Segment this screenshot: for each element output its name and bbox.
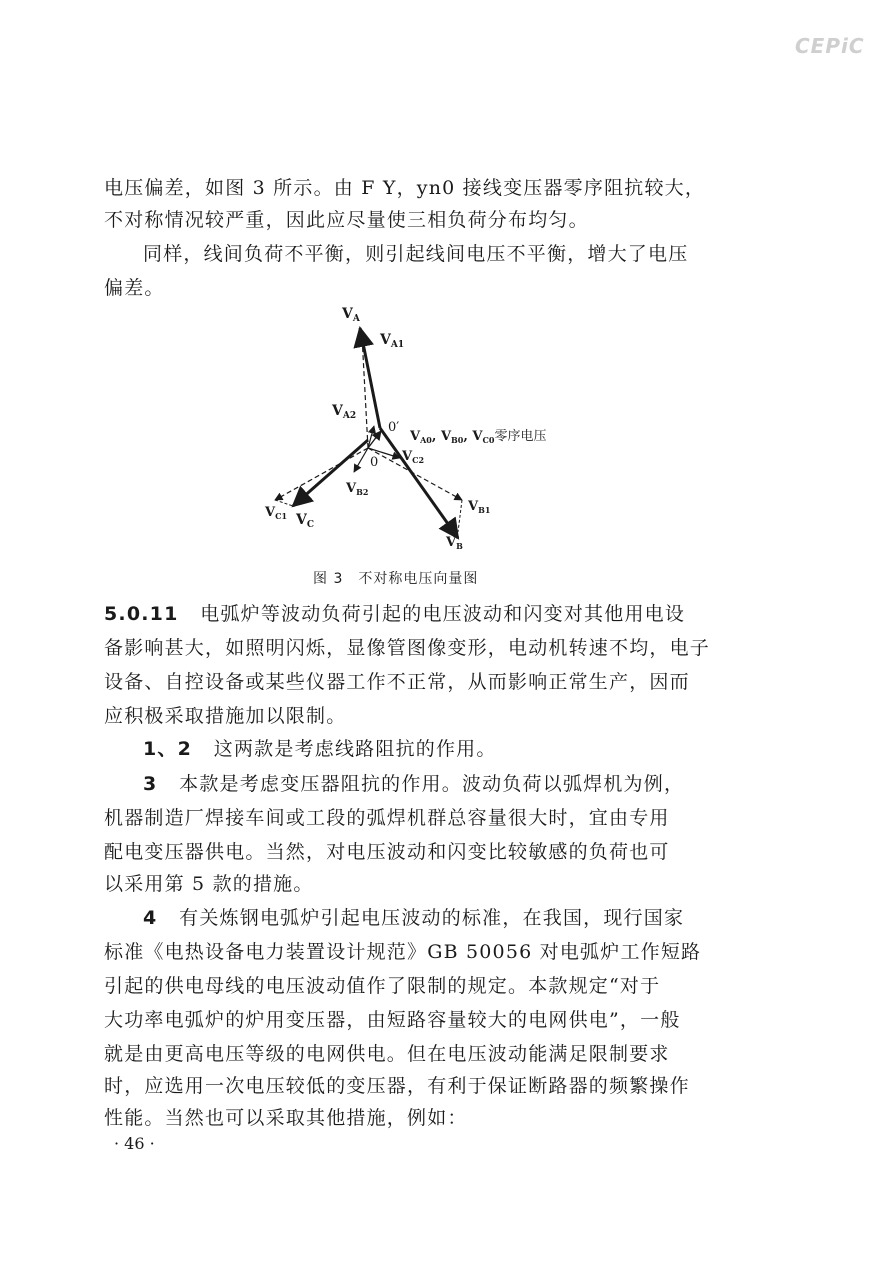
label-va2: $V_{A2}$ [332,403,357,421]
text-line: 性能。当然也可以采取其他措施，例如： [104,1107,468,1129]
text-line: 以采用第 5 款的措施。 [104,873,314,895]
text-line [143,737,763,761]
text-line: 同样，线间负荷不平衡，则引起线间电压不平衡，增大了电压 [143,243,689,265]
item-number: 1、2 [143,738,193,760]
item-text: 有关炼钢电弧炉引起电压波动的标准，在我国，现行国家 [179,907,685,929]
vector-va [360,328,380,428]
text-line: 引起的供电母线的电压波动值作了限制的规定。本款规定“对于 [104,975,661,997]
vector-diagram [250,300,590,562]
clause-text: 电弧炉等波动负荷引起的电压波动和闪变对其他用电设 [200,603,686,625]
text-line: 不对称情况较严重，因此应尽量使三相负荷分布均匀。 [104,209,589,231]
vector-vb [380,428,458,538]
text-line [143,772,763,796]
text-line: 应积极采取措施加以限制。 [104,705,347,727]
label-o-prime: 0′ [388,420,400,435]
item-text: 这两款是考虑线路阻抗的作用。 [213,738,497,760]
page-number: · 46 · [114,1134,155,1153]
label-vb1: $V_{B1}$ [468,499,491,515]
label-o: 0 [370,455,379,470]
label-va1: $V_{A1}$ [380,332,405,350]
label-vb2: $V_{B2}$ [346,481,369,497]
text-line: 大功率电弧炉的炉用变压器，由短路容量较大的电网供电”，一般 [104,1009,681,1031]
text-line: 配电变压器供电。当然，对电压波动和闪变比较敏感的负荷也可 [104,841,670,863]
item-text: 本款是考虑变压器阻抗的作用。波动负荷以弧焊机为例， [179,773,685,795]
text-line: 电压偏差，如图 3 所示。由 F Y，yn0 接线变压器零序阻抗较大， [104,177,706,199]
label-vc: $V_C$ [296,512,315,530]
label-vc2: $V_{C2}$ [402,449,425,465]
item-number: 4 [143,907,158,929]
text-line: 就是由更高电压等级的电网供电。但在电压波动能满足限制要求 [104,1043,670,1065]
label-vc1: $V_{C1}$ [265,505,288,521]
publisher-logo: CEPiC [795,34,865,58]
text-line: 标准《电热设备电力装置设计规范》GB 50056 对电弧炉工作短路 [104,941,702,963]
label-zero-sequence: $V_{A0}$, $V_{B0}$, $V_{C0}$零序电压 [410,429,547,445]
item-number: 3 [143,773,158,795]
label-va: $V_A$ [342,306,360,324]
text-line [104,602,724,626]
clause-number: 5.0.11 [104,603,179,625]
figure-caption: 图 3 不对称电压向量图 [313,571,479,587]
label-vb: $V_B$ [446,535,463,551]
text-line: 机器制造厂焊接车间或工段的弧焊机群总容量很大时，宜由专用 [104,807,670,829]
text-line: 偏差。 [104,277,165,299]
text-line: 时，应选用一次电压较低的变压器，有利于保证断路器的频繁操作 [104,1075,690,1097]
text-line: 备影响甚大，如照明闪烁，显像管图像变形，电动机转速不均，电子 [104,637,711,659]
text-line: 设备、自控设备或某些仪器工作不正常，从而影响正常生产，因而 [104,671,690,693]
text-line [143,906,763,930]
